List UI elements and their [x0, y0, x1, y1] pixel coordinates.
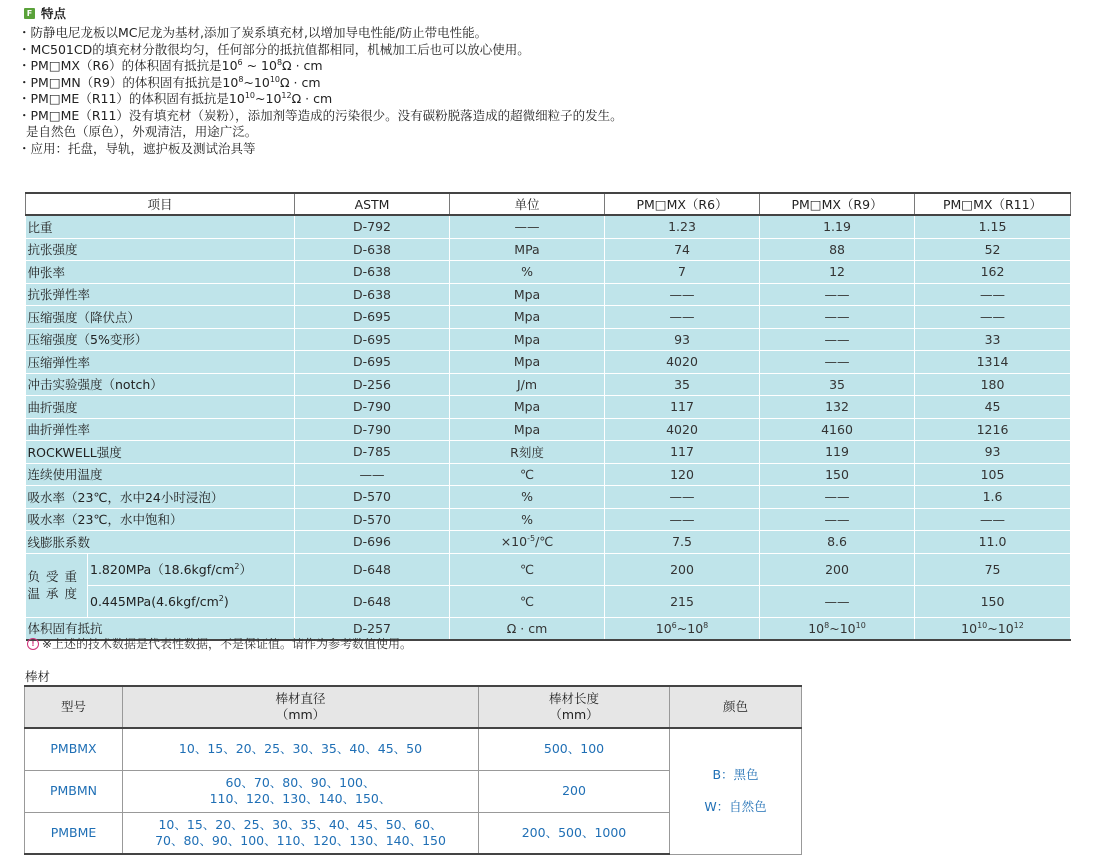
spec-cell-name: 曲折弹性率 [26, 418, 295, 441]
spec-cell-unit: % [450, 261, 605, 284]
resist-astm: D-257 [295, 617, 450, 640]
spec-cell-r11: —— [915, 508, 1071, 531]
table-row [26, 306, 1071, 329]
spec-cell-r6: 117 [605, 441, 760, 464]
feature-line-r11: ・PM□ME（R11）的体积固有抵抗是$10^{10}\sim 10^{12}\Omega$ · cm [18, 90, 333, 106]
rod-header-length: 棒材长度 （mm） [479, 686, 670, 728]
spec-cell-r9: 119 [760, 441, 915, 464]
expansion-r6: 7.5 [605, 531, 760, 554]
load2-astm: D-648 [295, 585, 450, 617]
spec-cell-r6: 120 [605, 463, 760, 486]
load1-r9: 200 [760, 553, 915, 585]
spec-cell-unit: Mpa [450, 418, 605, 441]
table-row [26, 585, 1071, 617]
resist-name: 体积固有抵抗 [26, 617, 295, 640]
load1-astm: D-648 [295, 553, 450, 585]
spec-cell-r9: 1.19 [760, 215, 915, 238]
rod-length: 500、100 [479, 728, 670, 770]
rod-model: PMBMX [25, 728, 123, 770]
expansion-unit: $\times 10^{-5}/℃$ [450, 531, 605, 554]
load1-r6: 200 [605, 553, 760, 585]
table-row [26, 283, 1071, 306]
spec-cell-name: 吸水率（23℃，水中饱和） [26, 508, 295, 531]
spec-cell-unit: J/m [450, 373, 605, 396]
spec-cell-r11: 1.6 [915, 486, 1071, 509]
table-row [26, 328, 1071, 351]
spec-cell-astm: D-638 [295, 283, 450, 306]
expansion-r9: 8.6 [760, 531, 915, 554]
table-row [25, 728, 802, 770]
spec-cell-unit: ℃ [450, 463, 605, 486]
spec-cell-name: 冲击实验强度（notch） [26, 373, 295, 396]
rod-length: 200 [479, 770, 670, 812]
spec-cell-r11: 1216 [915, 418, 1071, 441]
spec-cell-r11: 180 [915, 373, 1071, 396]
spec-cell-r9: —— [760, 328, 915, 351]
rod-diameter: 10、15、20、25、30、35、40、45、50 [123, 728, 479, 770]
expansion-name: 线膨胀系数 [26, 531, 295, 554]
spec-cell-unit: Mpa [450, 396, 605, 419]
spec-cell-name: 抗张弹性率 [26, 283, 295, 306]
load-sub-2: $0.445MPa(4.6kgf/cm^2)$ [88, 585, 295, 617]
feature-line: 是自然色（原色），外观清洁，用途广泛。 [18, 124, 258, 139]
spec-cell-r11: 93 [915, 441, 1071, 464]
disclaimer-note [27, 635, 412, 652]
spec-cell-r11: 45 [915, 396, 1071, 419]
spec-cell-r9: —— [760, 351, 915, 374]
load2-unit: ℃ [450, 585, 605, 617]
color-black: B：黑色 [712, 767, 759, 783]
table-row [26, 441, 1071, 464]
spec-cell-r6: 35 [605, 373, 760, 396]
spec-cell-r6: 1.23 [605, 215, 760, 238]
rod-header-diameter: 棒材直径 （mm） [123, 686, 479, 728]
spec-cell-astm: —— [295, 463, 450, 486]
spec-cell-r9: —— [760, 508, 915, 531]
table-row [26, 215, 1071, 238]
spec-cell-r9: 88 [760, 238, 915, 261]
spec-cell-astm: D-790 [295, 396, 450, 419]
spec-cell-unit: Mpa [450, 306, 605, 329]
spec-cell-r6: —— [605, 283, 760, 306]
spec-cell-r9: —— [760, 486, 915, 509]
spec-cell-name: 压缩强度（降伏点） [26, 306, 295, 329]
table-row [26, 373, 1071, 396]
spec-cell-name: 比重 [26, 215, 295, 238]
load1-unit: ℃ [450, 553, 605, 585]
header-unit: 单位 [450, 193, 605, 215]
load-group-label: 负受重温承度 [26, 553, 88, 617]
spec-cell-r9: —— [760, 283, 915, 306]
rod-model: PMBME [25, 812, 123, 854]
table-row [26, 508, 1071, 531]
spec-cell-unit: % [450, 486, 605, 509]
spec-cell-r11: 105 [915, 463, 1071, 486]
rod-section-title: 棒材 [25, 669, 51, 684]
expansion-astm: D-696 [295, 531, 450, 554]
spec-cell-name: 伸张率 [26, 261, 295, 284]
spec-cell-name: 连续使用温度 [26, 463, 295, 486]
table-row [26, 531, 1071, 554]
spec-cell-r11: —— [915, 306, 1071, 329]
spec-cell-astm: D-695 [295, 351, 450, 374]
spec-cell-unit: R刻度 [450, 441, 605, 464]
color-natural: W：自然色 [704, 799, 767, 815]
spec-cell-r6: 117 [605, 396, 760, 419]
spec-cell-unit: —— [450, 215, 605, 238]
note-text: ※上述的技术数据是代表性数据，不是保证值。请作为参考数值使用。 [42, 637, 413, 651]
load-sub-1: $1.820MPa(18.6kgf/cm^2)$ [88, 553, 295, 585]
rod-diameter: 10、15、20、25、30、35、40、45、50、60、 70、80、90、100、110、120、130、140、150 [123, 812, 479, 854]
rod-colors [670, 728, 802, 854]
spec-header-row [26, 193, 1071, 215]
resist-r6: $10^6\sim 10^8$ [605, 617, 760, 640]
resist-r11: $10^{10}\sim 10^{12}$ [915, 617, 1071, 640]
spec-table [25, 192, 1071, 641]
spec-cell-r6: 4020 [605, 418, 760, 441]
table-row [26, 486, 1071, 509]
rod-header-model: 型号 [25, 686, 123, 728]
table-row [26, 396, 1071, 419]
spec-cell-astm: D-792 [295, 215, 450, 238]
features-title: 特点 [41, 6, 67, 21]
spec-cell-r9: 4160 [760, 418, 915, 441]
expansion-r11: 11.0 [915, 531, 1071, 554]
header-r9: PM□MX（R9） [760, 193, 915, 215]
spec-cell-unit: MPa [450, 238, 605, 261]
table-row [26, 238, 1071, 261]
spec-cell-astm: D-570 [295, 508, 450, 531]
spec-cell-astm: D-638 [295, 238, 450, 261]
spec-cell-astm: D-790 [295, 418, 450, 441]
feature-line: ・应用：托盘，导轨，遮护板及测试治具等 [18, 140, 256, 156]
table-row [26, 261, 1071, 284]
spec-cell-r9: 12 [760, 261, 915, 284]
spec-cell-r6: —— [605, 508, 760, 531]
spec-cell-r9: 35 [760, 373, 915, 396]
spec-cell-name: 吸水率（23℃，水中24小时浸泡） [26, 486, 295, 509]
spec-cell-name: 曲折强度 [26, 396, 295, 419]
feature-line-r9: ・PM□MN（R9）的体积固有抵抗是$10^8\sim 10^{10}\Omega$ · cm [18, 74, 321, 90]
rod-model: PMBMN [25, 770, 123, 812]
load2-r6: 215 [605, 585, 760, 617]
spec-cell-unit: % [450, 508, 605, 531]
resist-r9: $10^8\sim 10^{10}$ [760, 617, 915, 640]
feature-line-r6: ・PM□MX（R6）的体积固有抵抗是$10^6$ ~ $10^8\Omega$ · cm [18, 57, 323, 73]
spec-cell-name: 压缩弹性率 [26, 351, 295, 374]
feature-line: ・MC501CD的填充材分散很均匀，任何部分的抵抗值都相同，机械加工后也可以放心使用。 [18, 41, 530, 57]
header-astm: ASTM [295, 193, 450, 215]
spec-cell-unit: Mpa [450, 328, 605, 351]
spec-cell-r6: —— [605, 306, 760, 329]
table-row [26, 463, 1071, 486]
features-list [18, 25, 1078, 157]
spec-cell-r11: 1.15 [915, 215, 1071, 238]
feature-line: ・PM□ME（R11）没有填充材（炭粉），添加剂等造成的污染很少。没有碳粉脱落造成的超微细粒子的发生。 [18, 107, 623, 123]
header-r6: PM□MX（R6） [605, 193, 760, 215]
table-row [26, 418, 1071, 441]
resist-unit: Ω · cm [450, 617, 605, 640]
spec-cell-r6: 93 [605, 328, 760, 351]
spec-cell-r11: 1314 [915, 351, 1071, 374]
spec-cell-astm: D-256 [295, 373, 450, 396]
spec-cell-astm: D-570 [295, 486, 450, 509]
spec-cell-name: ROCKWELL强度 [26, 441, 295, 464]
load1-r11: 75 [915, 553, 1071, 585]
spec-cell-r11: 162 [915, 261, 1071, 284]
spec-cell-r6: 4020 [605, 351, 760, 374]
spec-cell-astm: D-695 [295, 306, 450, 329]
load2-r9: —— [760, 585, 915, 617]
spec-cell-astm: D-785 [295, 441, 450, 464]
header-item: 项目 [26, 193, 295, 215]
spec-cell-r6: 7 [605, 261, 760, 284]
spec-cell-r11: 52 [915, 238, 1071, 261]
spec-cell-r9: —— [760, 306, 915, 329]
warning-icon: ! [27, 638, 39, 650]
rod-table [24, 685, 802, 855]
spec-cell-name: 压缩强度（5%变形） [26, 328, 295, 351]
header-r11: PM□MX（R11） [915, 193, 1071, 215]
feature-line: ・防静电尼龙板以MC尼龙为基材,添加了炭系填充材,以增加导电性能/防止带电性能。 [18, 25, 488, 40]
features-heading [24, 4, 66, 22]
spec-cell-astm: D-638 [295, 261, 450, 284]
spec-cell-name: 抗张强度 [26, 238, 295, 261]
spec-cell-r6: —— [605, 486, 760, 509]
spec-cell-unit: Mpa [450, 283, 605, 306]
spec-cell-r11: 33 [915, 328, 1071, 351]
spec-cell-astm: D-695 [295, 328, 450, 351]
load2-r11: 150 [915, 585, 1071, 617]
spec-cell-r11: —— [915, 283, 1071, 306]
spec-cell-r9: 132 [760, 396, 915, 419]
rod-length: 200、500、1000 [479, 812, 670, 854]
spec-cell-r6: 74 [605, 238, 760, 261]
rod-diameter: 60、70、80、90、100、 110、120、130、140、150、 [123, 770, 479, 812]
rod-header-color: 颜色 [670, 686, 802, 728]
feature-badge-icon: F [24, 8, 35, 19]
table-row [26, 351, 1071, 374]
spec-cell-unit: Mpa [450, 351, 605, 374]
rod-header-row [25, 686, 802, 728]
table-row [26, 553, 1071, 585]
spec-cell-r9: 150 [760, 463, 915, 486]
